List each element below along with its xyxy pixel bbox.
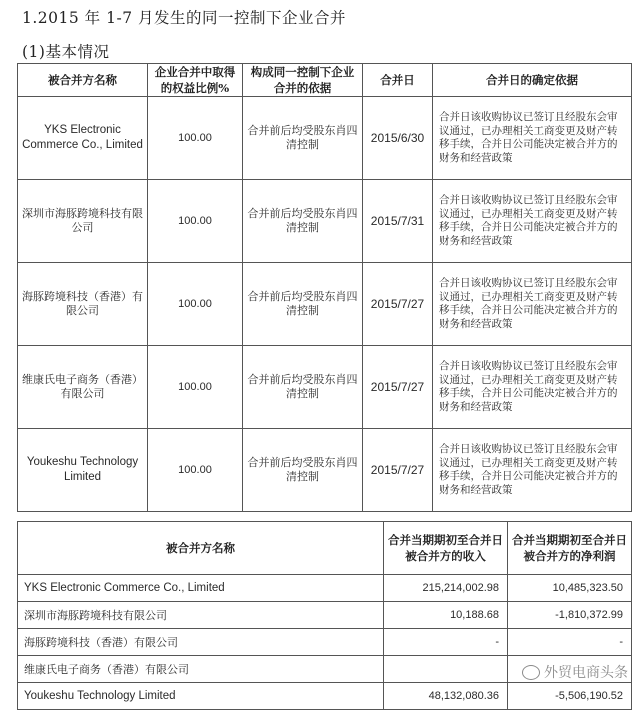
col-header-name: 被合并方名称	[18, 64, 148, 97]
net-profit-value: -5,506,190.52	[508, 683, 632, 710]
date-determination: 合并日该收购协议已签订且经股东会审议通过，已办理相关工商变更及财产转移手续，合并日公司能决定被合并方的财务和经营政策	[433, 346, 632, 429]
merged-party-name: Youkeshu Technology Limited	[18, 683, 384, 710]
net-profit-value: -1,810,372.99	[508, 602, 632, 629]
equity-ratio: 100.00	[148, 429, 243, 512]
table-row	[18, 575, 632, 602]
col-header-date: 合并日	[363, 64, 433, 97]
merger-date: 2015/6/30	[363, 97, 433, 180]
table-row	[18, 180, 632, 263]
col-header-name: 被合并方名称	[18, 522, 384, 575]
equity-ratio: 100.00	[148, 346, 243, 429]
table-row	[18, 429, 632, 512]
date-determination: 合并日该收购协议已签订且经股东会审议通过，已办理相关工商变更及财产转移手续，合并日公司能决定被合并方的财务和经营政策	[433, 429, 632, 512]
revenue-value: 48,132,080.36	[384, 683, 508, 710]
table-row	[18, 346, 632, 429]
date-determination: 合并日该收购协议已签订且经股东会审议通过，已办理相关工商变更及财产转移手续，合并日公司能决定被合并方的财务和经营政策	[433, 180, 632, 263]
revenue-value: 10,188.68	[384, 602, 508, 629]
merged-party-name: 海豚跨境科技（香港）有限公司	[18, 629, 384, 656]
merged-party-name: 深圳市海豚跨境科技有限公司	[18, 602, 384, 629]
control-basis: 合并前后均受股东肖四清控制	[243, 97, 363, 180]
merged-party-name: 深圳市海豚跨境科技有限公司	[18, 180, 148, 263]
net-profit-value: 10,485,323.50	[508, 575, 632, 602]
merger-date: 2015/7/27	[363, 346, 433, 429]
basic-info-table	[17, 63, 632, 512]
wechat-icon	[522, 665, 540, 680]
merged-party-name: 维康氏电子商务（香港）有限公司	[18, 346, 148, 429]
revenue-value: 215,214,002.98	[384, 575, 508, 602]
table-row	[18, 629, 632, 656]
merger-date: 2015/7/31	[363, 180, 433, 263]
control-basis: 合并前后均受股东肖四清控制	[243, 180, 363, 263]
table-row	[18, 602, 632, 629]
subsection-title: (1)基本情况	[22, 43, 110, 61]
col-header-basis: 构成同一控制下企业合并的依据	[243, 64, 363, 97]
equity-ratio: 100.00	[148, 263, 243, 346]
merger-date: 2015/7/27	[363, 263, 433, 346]
net-profit-value: -	[508, 629, 632, 656]
merged-party-name: 维康氏电子商务（香港）有限公司	[18, 656, 384, 683]
merger-date: 2015/7/27	[363, 429, 433, 512]
watermark	[522, 662, 628, 682]
date-determination: 合并日该收购协议已签订且经股东会审议通过，已办理相关工商变更及财产转移手续，合并日公司能决定被合并方的财务和经营政策	[433, 97, 632, 180]
watermark-text: 外贸电商头条	[544, 665, 628, 681]
col-header-determination: 合并日的确定依据	[433, 64, 632, 97]
control-basis: 合并前后均受股东肖四清控制	[243, 429, 363, 512]
col-header-revenue: 合并当期期初至合并日被合并方的收入	[384, 522, 508, 575]
revenue-value: -	[384, 629, 508, 656]
control-basis: 合并前后均受股东肖四清控制	[243, 263, 363, 346]
table-header-row	[18, 64, 632, 97]
equity-ratio: 100.00	[148, 97, 243, 180]
table-row	[18, 97, 632, 180]
merged-party-name: YKS Electronic Commerce Co., Limited	[18, 575, 384, 602]
date-determination: 合并日该收购协议已签订且经股东会审议通过，已办理相关工商变更及财产转移手续，合并日公司能决定被合并方的财务和经营政策	[433, 263, 632, 346]
col-header-net-profit: 合并当期期初至合并日被合并方的净利润	[508, 522, 632, 575]
table-header-row	[18, 522, 632, 575]
merged-party-name: Youkeshu Technology Limited	[18, 429, 148, 512]
merged-party-name: 海豚跨境科技（香港）有限公司	[18, 263, 148, 346]
col-header-ratio: 企业合并中取得的权益比例%	[148, 64, 243, 97]
table-row	[18, 263, 632, 346]
merged-party-name: YKS Electronic Commerce Co., Limited	[18, 97, 148, 180]
revenue-value	[384, 656, 508, 683]
table-row	[18, 683, 632, 710]
section-title: 1.2015 年 1-7 月发生的同一控制下企业合并	[22, 9, 346, 27]
equity-ratio: 100.00	[148, 180, 243, 263]
control-basis: 合并前后均受股东肖四清控制	[243, 346, 363, 429]
